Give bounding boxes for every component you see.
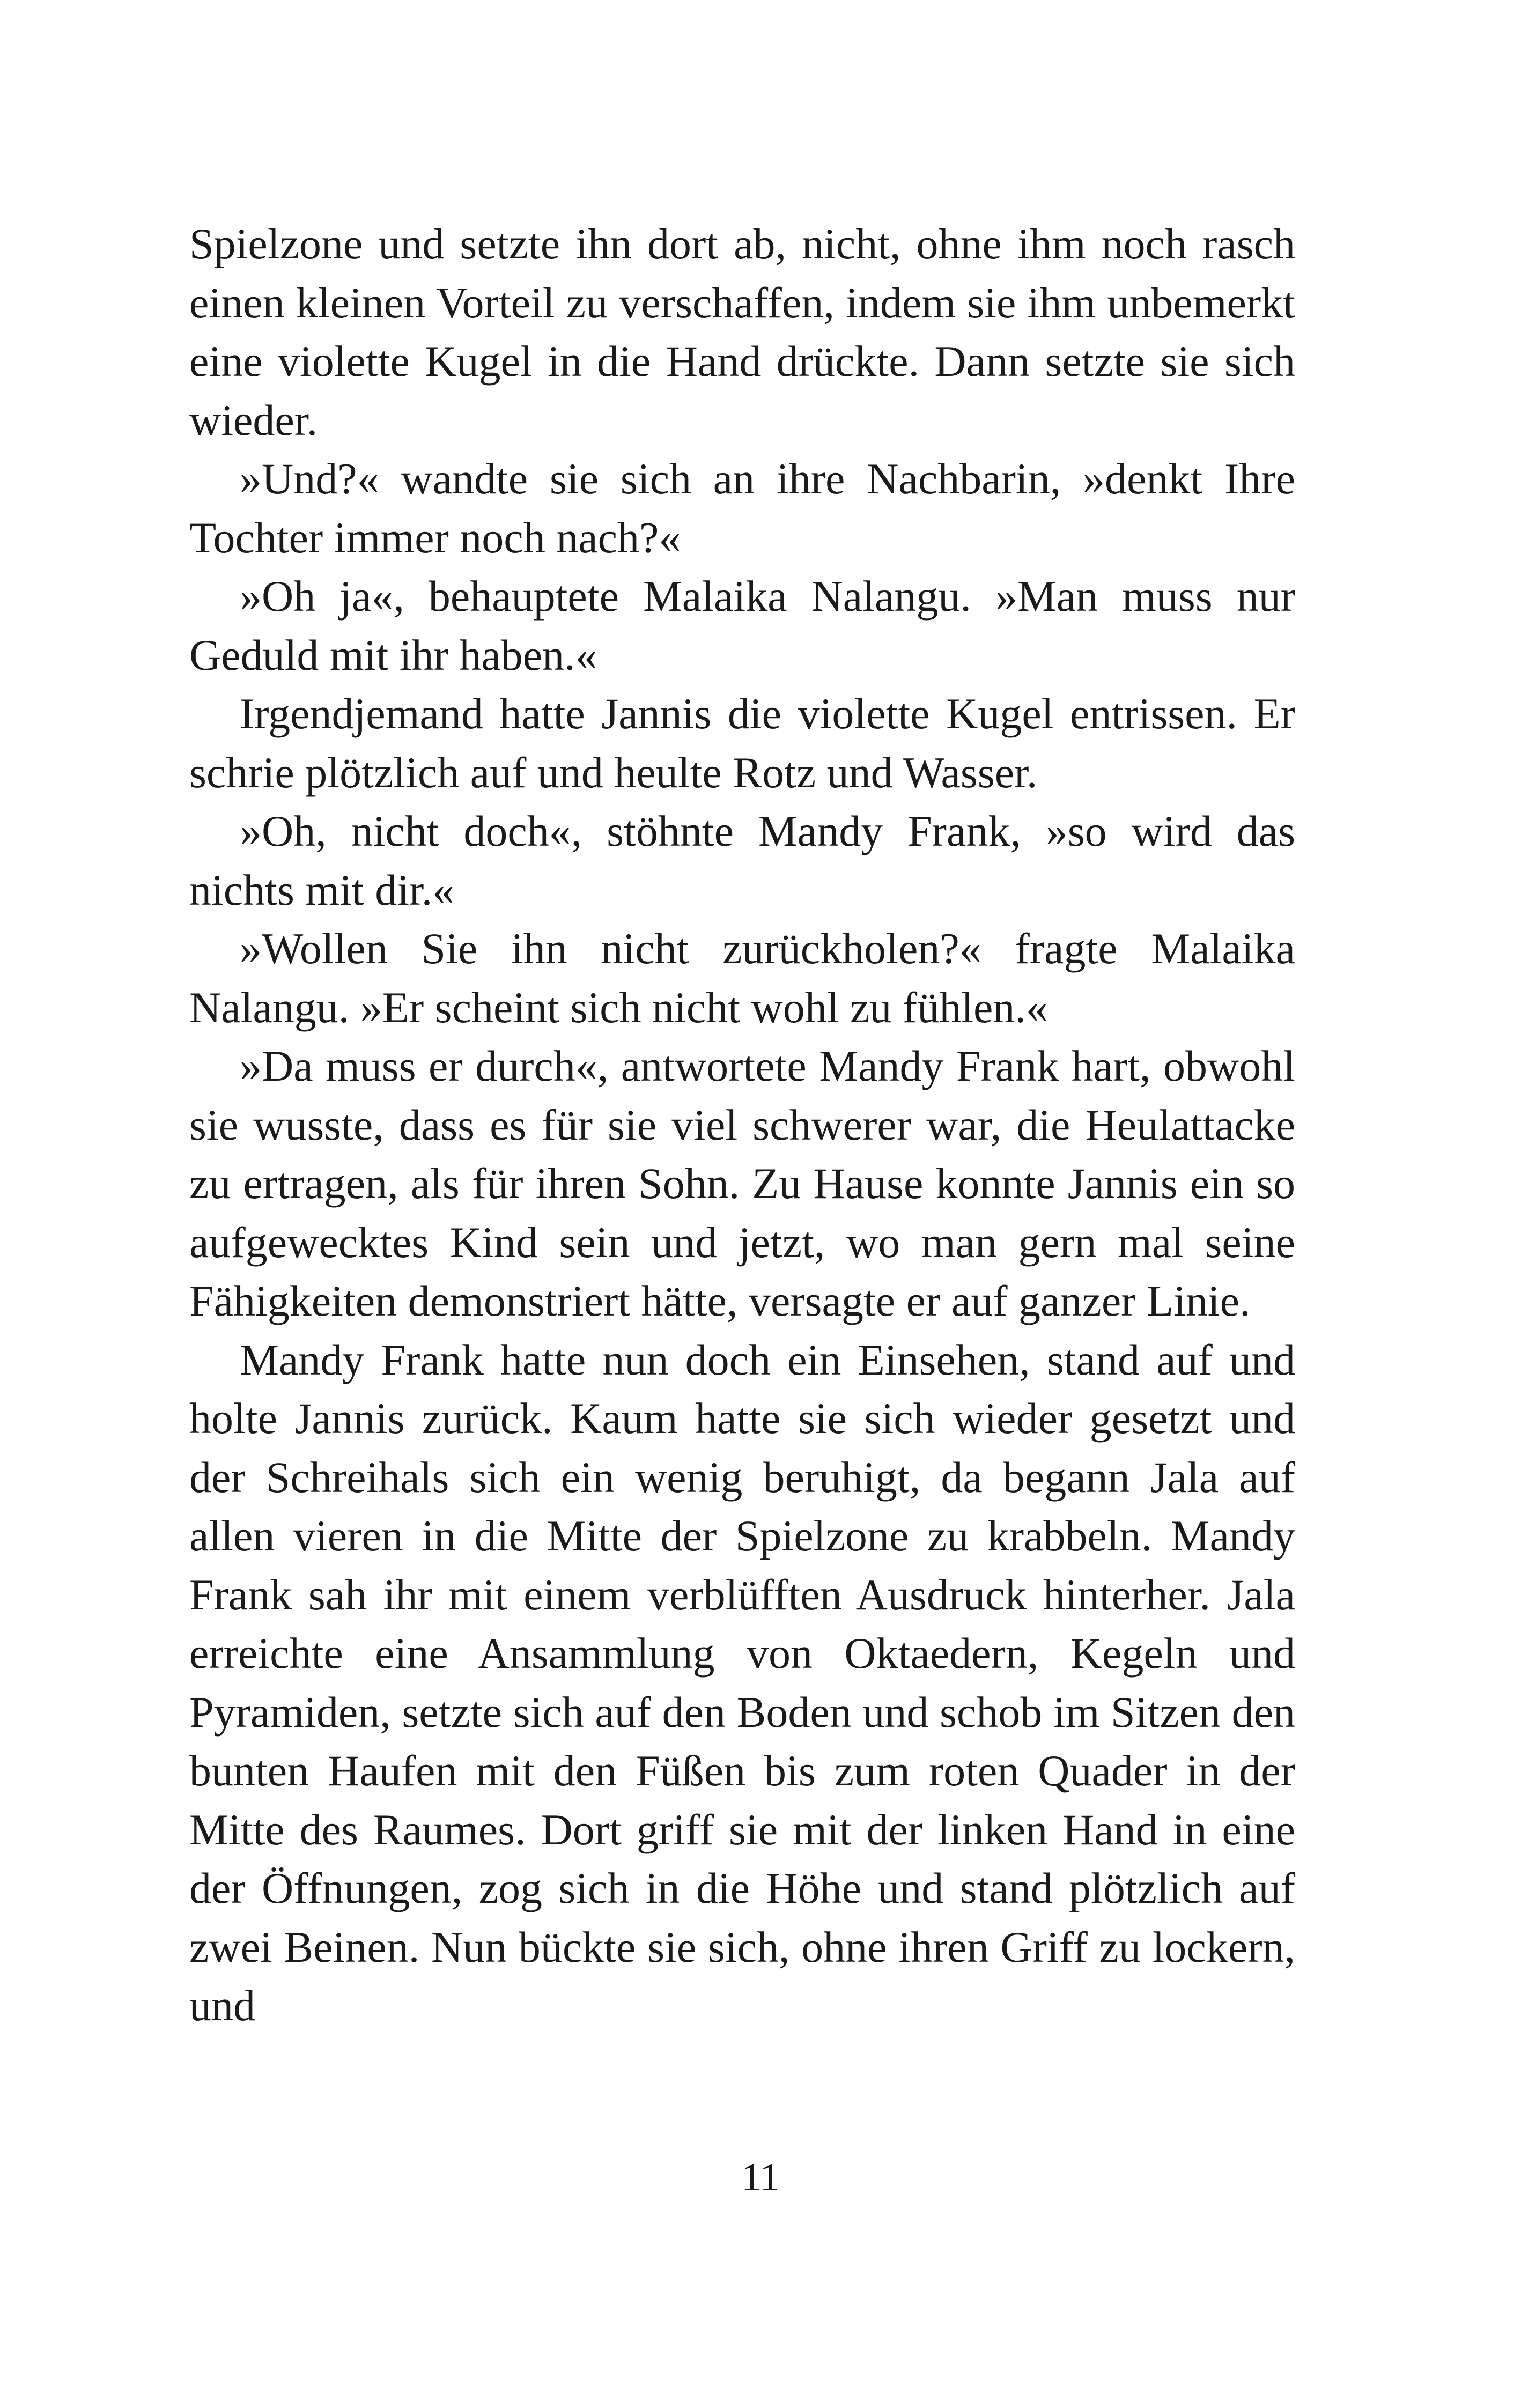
body-text — [189, 215, 1295, 2035]
paragraph: »Oh ja«, behauptete Malaika Nalangu. »Man muss nur Geduld mit ihr haben.« — [189, 572, 1295, 679]
page-number: 11 — [741, 2155, 780, 2199]
paragraph: Mandy Frank hatte nun doch ein Einsehen, stand auf und holte Jannis zurück. Kaum hatte sie sich wieder gesetzt und der Schreihals sich ein wenig beruhigt, da begann Jala auf allen vieren in die Mitte der Spielzone zu krabbeln. Mandy Frank sah ihr mit einem verblüfften Ausdruck hinterher. Jala erreichte eine Ansammlung von Oktaedern, Kegeln und Pyramiden, setzte sich auf den Boden und schob im Sitzen den bunten Haufen mit den Füßen bis zum roten Quader in der Mitte des Raumes. Dort griff sie mit der linken Hand in eine der Öffnungen, zog sich in die Höhe und stand plötzlich auf zwei Beinen. Nun bückte sie sich, ohne ihren Griff zu lockern, und — [189, 1335, 1295, 2030]
paragraph: Spielzone und setzte ihn dort ab, nicht, ohne ihm noch rasch einen kleinen Vorteil zu verschaffen, indem sie ihm unbemerkt eine violette Kugel in die Hand drückte. Dann setzte sie sich wieder. — [189, 219, 1295, 445]
paragraph: »Und?« wandte sie sich an ihre Nachbarin, »denkt Ihre Tochter immer noch nach?« — [189, 454, 1295, 562]
paragraph: »Da muss er durch«, antwortete Mandy Frank hart, obwohl sie wusste, dass es für sie viel schwerer war, die Heulattacke zu ertragen, als für ihren Sohn. Zu Hause konnte Jannis ein so aufgewecktes Kind sein und jetzt, wo man gern mal seine Fähigkeiten demonstriert hätte, versagte er auf ganzer Linie. — [189, 1042, 1295, 1325]
paragraph: »Wollen Sie ihn nicht zurückholen?« fragte Malaika Nalangu. »Er scheint sich nicht wohl zu fühlen.« — [189, 924, 1295, 1032]
paragraph: Irgendjemand hatte Jannis die violette Kugel entrissen. Er schrie plötzlich auf und heulte Rotz und Wasser. — [189, 689, 1295, 797]
paragraph: »Oh, nicht doch«, stöhnte Mandy Frank, »so wird das nichts mit dir.« — [189, 807, 1295, 914]
